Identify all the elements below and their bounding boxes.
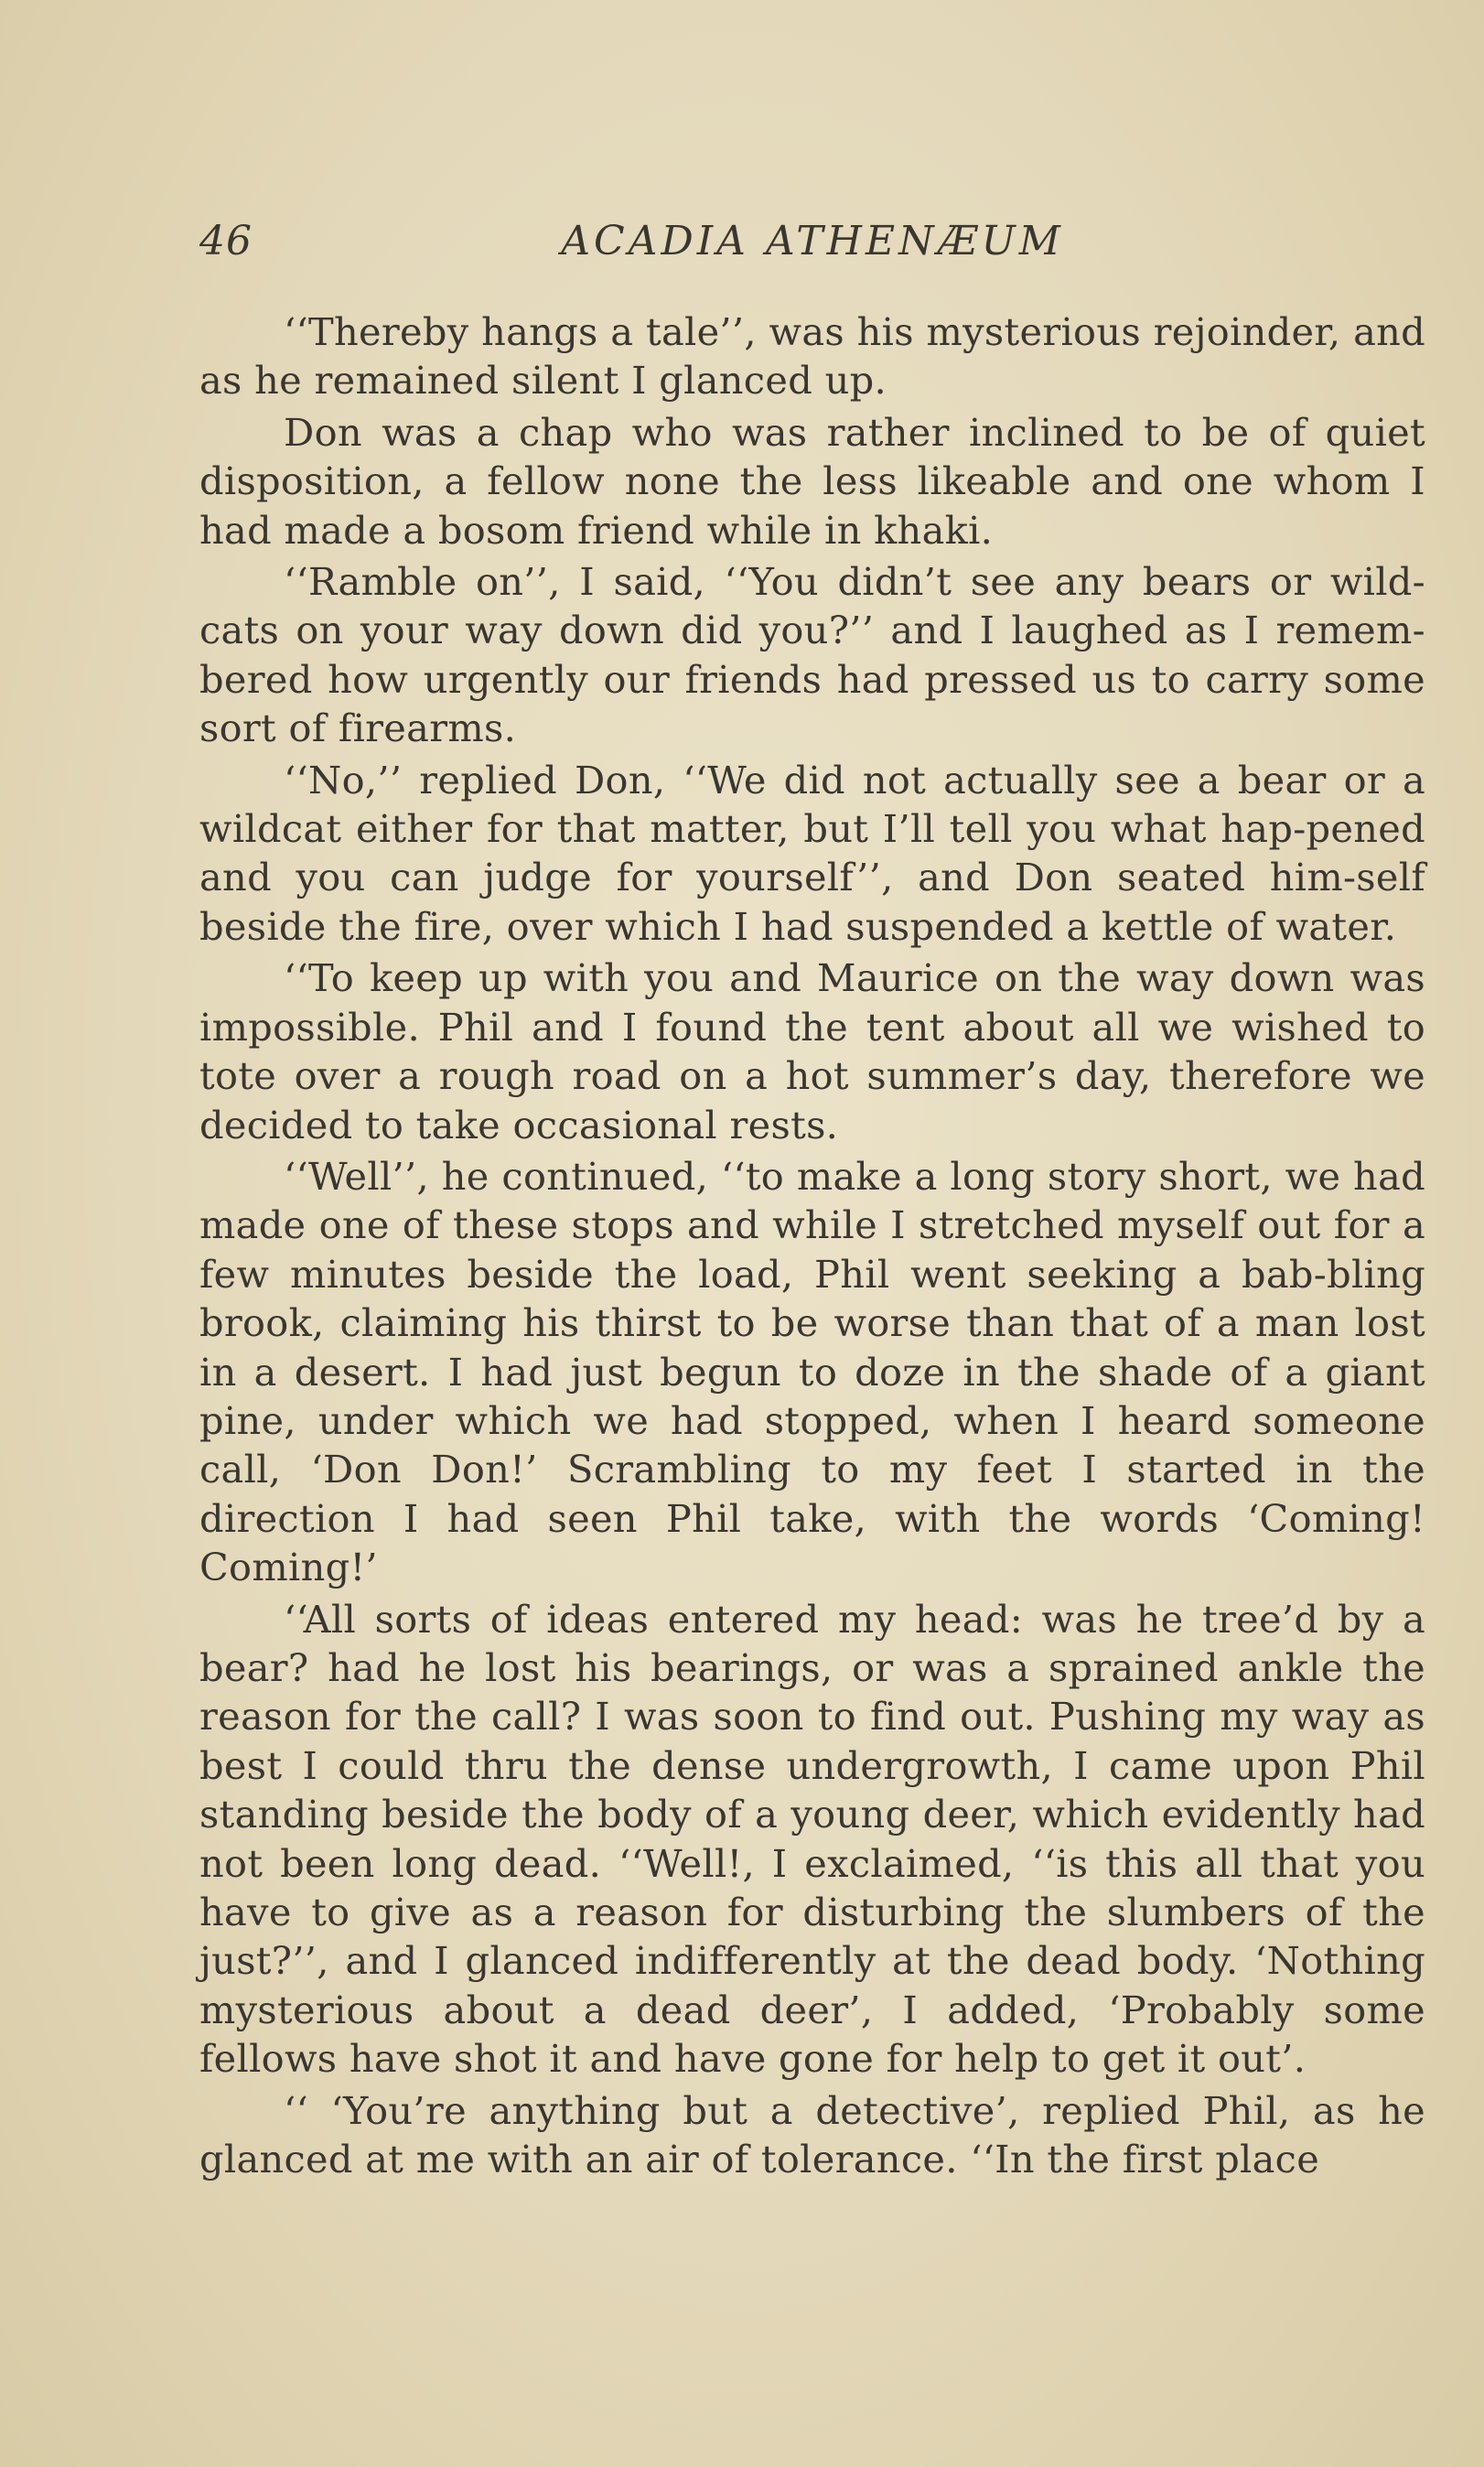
paragraph: ‘‘To keep up with you and Maurice on the way down was impossible. Phil and I found the tent about all we wished to tote over a rough road on a hot summer’s day, therefore we decided to take occasional rests. <box>199 955 1425 1147</box>
page-header <box>199 218 1425 273</box>
page-number: 46 <box>199 218 253 264</box>
paragraph: ‘‘No,’’ replied Don, ‘‘We did not actually see a bear or a wildcat either for that matter, but I’ll tell you what hap-pened and you can judge for yourself’’, and Don seated him-self beside the fire, over which I had suspended a kettle of water. <box>199 757 1425 949</box>
paragraph: ‘‘All sorts of ideas entered my head: was he tree’d by a bear? had he lost his bearings, or was a sprained ankle the reason for the call? I was soon to find out. Pushing my way as best I could thru the dense undergrowth, I came upon Phil standing beside the body of a young deer, which evidently had not been long dead. ‘‘Well!, I exclaimed, ‘‘is this all that you have to give as a reason for disturbing the slumbers of the just?’’, and I glanced indifferently at the dead body. ‘Nothing mysterious about a dead deer’, I added, ‘Probably some fellows have shot it and have gone for help to get it out’. <box>199 1596 1425 2082</box>
running-head: ACADIA ATHENÆUM <box>561 218 1064 264</box>
paragraph: Don was a chap who was rather inclined to be of quiet disposition, a fellow none the less likeable and one whom I had made a bosom friend while in khaki. <box>199 409 1425 553</box>
paragraph: ‘‘Thereby hangs a tale’’, was his mysterious rejoinder, and as he remained silent I glanced up. <box>199 309 1425 404</box>
paragraph: ‘‘Ramble on’’, I said, ‘‘You didn’t see any bears or wild-cats on your way down did you?’’ and I laughed as I remem-bered how urgently our friends had pressed us to carry some sort of firearms. <box>199 559 1425 751</box>
paragraph: ‘‘ ‘You’re anything but a detective’, replied Phil, as he glanced at me with an air of tolerance. ‘‘In the first place <box>199 2087 1425 2182</box>
paragraph: ‘‘Well’’, he continued, ‘‘to make a long story short, we had made one of these stops and while I stretched myself out for a few minutes beside the load, Phil went seeking a bab-bling brook, claiming his thirst to be worse than that of a man lost in a desert. I had just begun to doze in the shade of a giant pine, under which we had stopped, when I heard someone call, ‘Don Don!’ Scrambling to my feet I started in the direction I had seen Phil take, with the words ‘Coming! Coming!’ <box>199 1153 1425 1590</box>
body-text <box>199 307 1425 2186</box>
